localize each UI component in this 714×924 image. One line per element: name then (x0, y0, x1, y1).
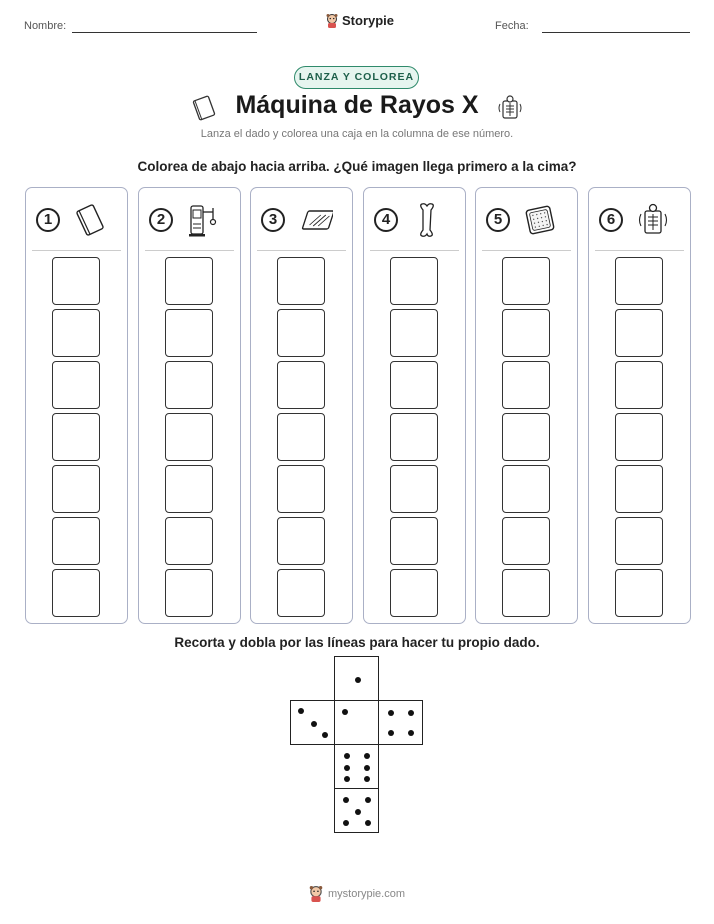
color-box[interactable] (165, 517, 213, 565)
color-box[interactable] (277, 569, 325, 617)
color-box[interactable] (615, 465, 663, 513)
color-box[interactable] (165, 569, 213, 617)
color-box[interactable] (390, 569, 438, 617)
color-box[interactable] (615, 361, 663, 409)
column-number: 2 (149, 208, 173, 232)
color-box[interactable] (390, 309, 438, 357)
color-box[interactable] (502, 517, 550, 565)
xray-machine-icon (185, 202, 221, 238)
column-3 (250, 187, 353, 624)
color-box[interactable] (502, 361, 550, 409)
color-box[interactable] (502, 569, 550, 617)
color-box[interactable] (165, 413, 213, 461)
footer (0, 886, 714, 902)
color-box[interactable] (52, 361, 100, 409)
color-box[interactable] (52, 569, 100, 617)
xray-body-icon (497, 94, 523, 122)
color-box[interactable] (277, 465, 325, 513)
die-face-center[interactable] (334, 700, 379, 745)
page-subtitle: Lanza el dado y colorea una caja en la columna de ese número. (200, 128, 514, 140)
color-box[interactable] (502, 257, 550, 305)
page-title: Máquina de Rayos X (235, 91, 479, 119)
color-box[interactable] (390, 413, 438, 461)
die-face-right[interactable] (378, 700, 423, 745)
brand-name: Storypie (342, 13, 395, 28)
activity-badge: LANZA Y COLOREA (294, 66, 419, 89)
color-box[interactable] (52, 413, 100, 461)
color-box[interactable] (52, 517, 100, 565)
column-number: 4 (374, 208, 398, 232)
color-box[interactable] (502, 465, 550, 513)
color-box[interactable] (615, 309, 663, 357)
column-6 (588, 187, 691, 624)
date-label: Fecha: (495, 20, 529, 32)
xray-body-icon (635, 202, 671, 238)
color-box[interactable] (165, 309, 213, 357)
color-box[interactable] (615, 569, 663, 617)
color-box[interactable] (390, 257, 438, 305)
die-face-back[interactable] (334, 788, 379, 833)
column-1 (25, 187, 128, 624)
column-number: 1 (36, 208, 60, 232)
color-box[interactable] (165, 361, 213, 409)
xray-film-icon (297, 202, 333, 238)
color-box[interactable] (52, 309, 100, 357)
color-box[interactable] (390, 361, 438, 409)
color-box[interactable] (277, 517, 325, 565)
column-4 (363, 187, 466, 624)
xray-plate-icon (522, 202, 558, 238)
color-box[interactable] (277, 413, 325, 461)
color-box[interactable] (165, 465, 213, 513)
color-box[interactable] (615, 257, 663, 305)
color-box[interactable] (52, 257, 100, 305)
color-box[interactable] (502, 413, 550, 461)
column-number: 6 (599, 208, 623, 232)
column-2 (138, 187, 241, 624)
name-label: Nombre: (24, 20, 67, 32)
color-box[interactable] (390, 517, 438, 565)
book-icon (72, 202, 108, 238)
color-box[interactable] (277, 257, 325, 305)
brand-logo (326, 13, 394, 28)
column-number: 3 (261, 208, 285, 232)
bone-icon (410, 202, 446, 238)
column-number: 5 (486, 208, 510, 232)
die-face-bottom[interactable] (334, 744, 379, 789)
die-face-left[interactable] (290, 700, 335, 745)
color-box[interactable] (165, 257, 213, 305)
column-5 (475, 187, 578, 624)
die-instruction: Recorta y dobla por las líneas para hacer tu propio dado. (174, 635, 540, 650)
color-box[interactable] (615, 517, 663, 565)
storypie-logo-icon (326, 14, 338, 28)
color-box[interactable] (277, 361, 325, 409)
color-box[interactable] (615, 413, 663, 461)
name-line[interactable] (72, 32, 257, 33)
coloring-instruction: Colorea de abajo hacia arriba. ¿Qué imagen llega primero a la cima? (137, 159, 577, 174)
storypie-logo-icon (309, 886, 323, 902)
footer-url[interactable]: mystorypie.com (327, 888, 406, 900)
color-box[interactable] (390, 465, 438, 513)
color-box[interactable] (502, 309, 550, 357)
color-box[interactable] (52, 465, 100, 513)
die-face-top[interactable] (334, 656, 379, 701)
date-line[interactable] (542, 32, 690, 33)
color-box[interactable] (277, 309, 325, 357)
